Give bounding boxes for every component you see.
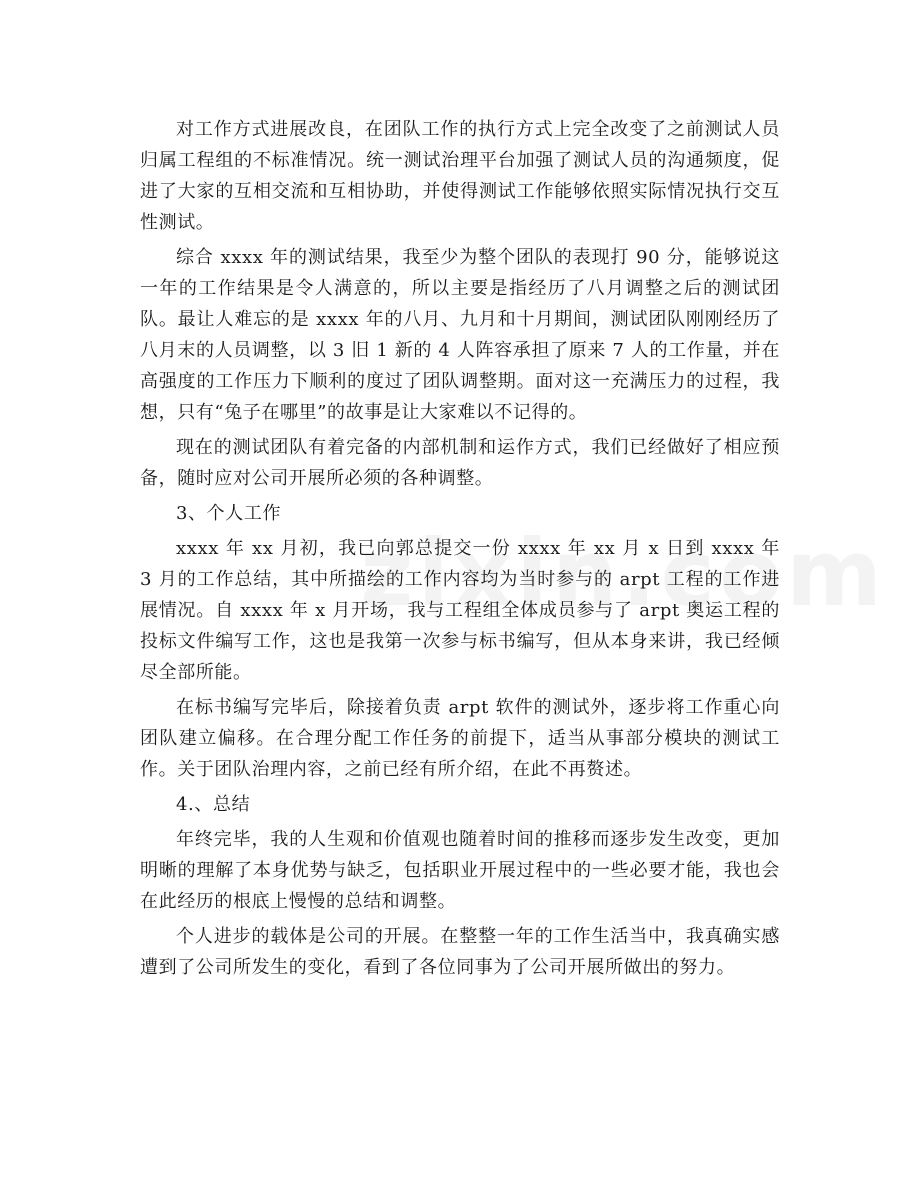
paragraph-team-method: 对工作方式进展改良，在团队工作的执行方式上完全改变了之前测试人员归属工程组的不标准情况。统一测试治理平台加强了测试人员的沟通频度，促进了大家的互相交流和互相协助，并使得测试工作能够依照实际情况执行交互性测试。 — [140, 119, 780, 233]
section-heading-personal-work: 3、个人工作 — [176, 503, 282, 524]
paragraph-team-mechanism: 现在的测试团队有着完备的内部机制和运作方式，我们已经做好了相应预备，随时应对公司开展所必须的各种调整。 — [140, 437, 780, 489]
paragraph-summary-1: 年终完毕，我的人生观和价值观也随着时间的推移而逐步发生改变，更加明晰的理解了本身优势与缺乏，包括职业开展过程中的一些必要才能，我也会在此经历的根底上慢慢的总结和调整。 — [140, 829, 780, 912]
paragraph-summary-2: 个人进步的载体是公司的开展。在整整一年的工作生活当中，我真确实感遭到了公司所发生的变化，看到了各位同事为了公司开展所做出的努力。 — [140, 926, 780, 978]
paragraph-personal-work-2: 在标书编写完毕后，除接着负责 arpt 软件的测试外，逐步将工作重心向团队建立偏移。在合理分配工作任务的前提下，适当从事部分模块的测试工作。关于团队治理内容，之前已经有所介绍，在此不再赘述。 — [140, 697, 780, 780]
paragraph-test-results: 综合 xxxx 年的测试结果，我至少为整个团队的表现打 90 分，能够说这一年的工作结果是令人满意的，所以主要是指经历了八月调整之后的测试团队。最让人难忘的是 xxxx 年的八月、九月和十月期间，测试团队刚刚经历了八月末的人员调整，以 3 旧 1 新的 4 人阵容承担了原来 7 人的工作量，并在高强度的工作压力下顺利的度过了团队调整期。面对这一充满压力的过程，我想，只有“兔子在哪里”的故事是让大家难以不记得的。 — [140, 247, 780, 423]
document-body — [140, 114, 780, 987]
paragraph-personal-work-1: xxxx 年 xx 月初，我已向郭总提交一份 xxxx 年 xx 月 x 日到 xxxx 年 3 月的工作总结，其中所描绘的工作内容均为当时参与的 arpt 工程的工作进展情况。自 xxxx 年 x 月开场，我与工程组全体成员参与了 arpt 奥运工程的投标文件编写工作，这也是我第一次参与标书编写，但从本身来讲，我已经倾尽全部所能。 — [140, 538, 780, 683]
section-heading-summary: 4.、总结 — [176, 794, 251, 815]
